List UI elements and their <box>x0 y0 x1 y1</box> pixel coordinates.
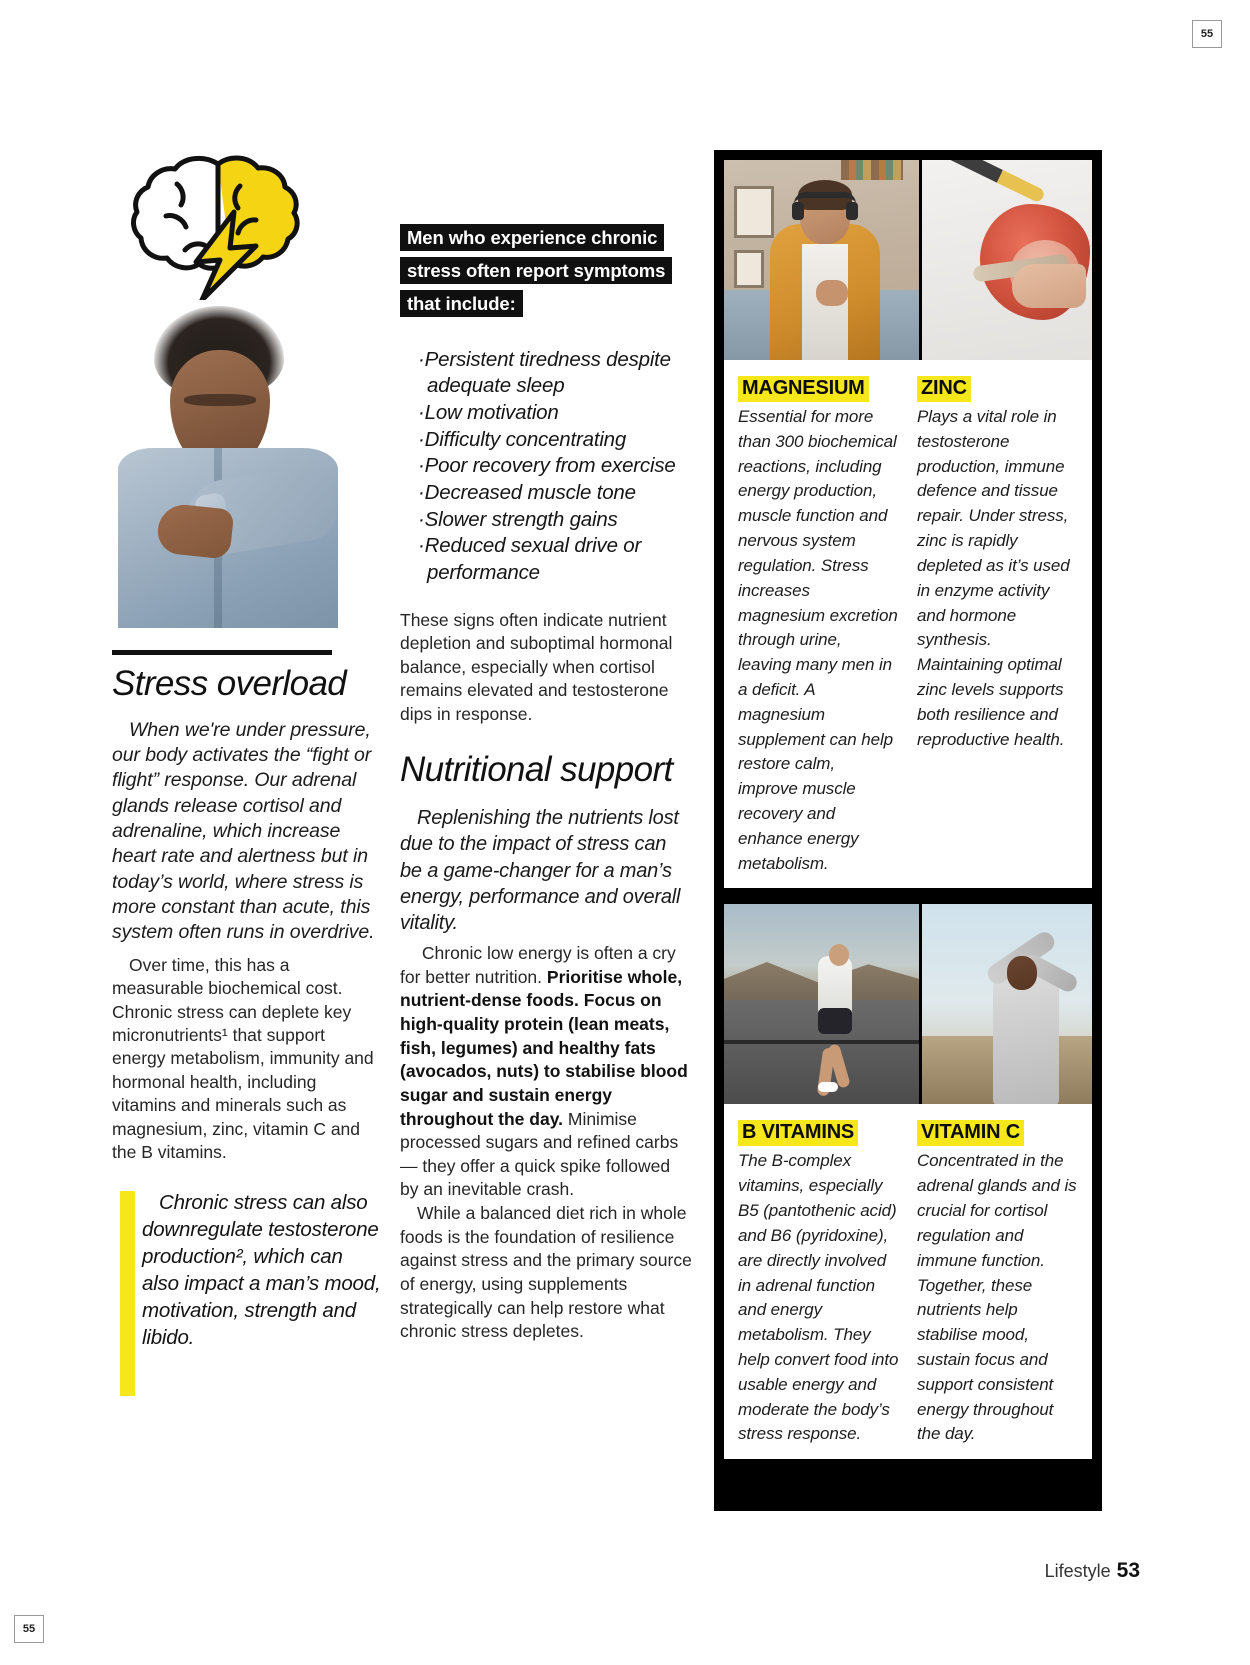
intro-paragraph: When we're under pressure, our body activates the “fight or flight” response. Our adrenal glands release cortisol and adrenaline, which increase heart rate and alertness but in today’s world, where stress is more constant than acute, this system often runs in overdrive. <box>112 718 375 944</box>
panel-divider <box>714 888 1102 904</box>
nutrient-title: MAGNESIUM <box>738 376 869 402</box>
brain-icon <box>122 150 312 300</box>
list-item: · Difficulty concentrating <box>418 427 692 454</box>
nutrition-paragraph-lead: Chronic low energy is often a cry for better nutrition. <box>400 943 676 987</box>
list-item: · Slower strength gains <box>418 507 692 534</box>
nutrition-paragraph-tail: Minimise processed sugars and refined carbs — they offer a quick spike followed by an inevitable crash. <box>400 1108 679 1200</box>
pull-quote-bar <box>120 1191 135 1396</box>
photo-anatomical-model <box>922 160 1092 360</box>
headline-rule <box>112 650 332 655</box>
list-item: · Poor recovery from exercise <box>418 453 692 480</box>
nutrient-text: Plays a vital role in testosterone production, immune defence and tissue repair. Under stress, zinc is rapidly depleted as it’s used in enzyme activity and hormone synthesis. Maintaining optimal zinc levels supports both resilience and reproductive health. <box>917 407 1070 749</box>
list-item: · Reduced sexual drive or performance <box>418 533 692 586</box>
nutrient-title: ZINC <box>917 376 971 402</box>
nutrient-card-vitamin-c <box>917 1120 1078 1447</box>
nutrient-card-magnesium <box>738 376 899 876</box>
footer-section: Lifestyle <box>1044 1561 1111 1581</box>
right-panel <box>714 150 1102 1511</box>
left-body-paragraph: Over time, this has a measurable biochemical cost. Chronic stress can deplete key micronutrients¹ that support energy metabolism, immunity and hormonal health, including vitamins and minerals such as magnesium, zinc, vitamin C and the B vitamins. <box>112 954 374 1163</box>
nutrient-card-b-vitamins <box>738 1120 899 1447</box>
list-item: · Decreased muscle tone <box>418 480 692 507</box>
nutrient-panel-top <box>724 360 1092 888</box>
callout-heading-box <box>400 222 692 321</box>
nutrient-title: VITAMIN C <box>917 1120 1024 1146</box>
footer-page-number: 53 <box>1116 1559 1140 1582</box>
nutrient-card-zinc <box>917 376 1078 876</box>
nutrient-text: The B-complex vitamins, especially B5 (pantothenic acid) and B6 (pyridoxine), are directly involved in adrenal function and energy metabolism. They help convert food into usable energy and moderate the body’s stress response. <box>738 1151 899 1444</box>
panel-footer-bar <box>714 1459 1102 1511</box>
symptoms-list <box>400 347 692 587</box>
list-item: · Persistent tiredness despite adequate sleep <box>418 347 692 400</box>
pull-quote-text: Chronic stress can also downregulate testosterone production², which can also impact a man’s mood, motivation, strength and libido. <box>142 1190 381 1349</box>
callout-heading-text: Men who experience chronic stress often report symptoms that include: <box>400 224 672 317</box>
nutrient-text: Concentrated in the adrenal glands and is crucial for cortisol regulation and immune function. Together, these nutrients help stabilise mood, sustain focus and support consistent energy throughout the day. <box>917 1151 1077 1444</box>
photo-man-headphones <box>724 160 919 360</box>
section-subhead: Nutritional support <box>400 749 673 789</box>
photo-row-bottom <box>714 904 1102 1104</box>
middle-column <box>400 222 692 1344</box>
page-title: Stress overload <box>112 664 347 703</box>
stressed-man-photo <box>112 298 342 628</box>
photo-runner <box>724 904 919 1104</box>
subhead-intro: Replenishing the nutrients lost due to the impact of stress can be a game-changer for a man’s energy, performance and overall vitality. <box>400 807 681 935</box>
page-footer <box>1045 1559 1140 1583</box>
list-item: · Low motivation <box>418 400 692 427</box>
photo-man-stretching <box>922 904 1092 1104</box>
pull-quote <box>112 1189 382 1399</box>
nutrient-text: Essential for more than 300 biochemical reactions, including energy production, muscle function and nervous system regulation. Stress increases magnesium excretion through urine, leaving many men in a deficit. A magnesium supplement can help restore calm, improve muscle recovery and enhance energy metabolism. <box>738 407 898 873</box>
photo-row-top <box>714 160 1102 360</box>
after-list-paragraph: These signs often indicate nutrient depletion and suboptimal hormonal balance, especially when cortisol remains elevated and testosterone dips in response. <box>400 609 673 725</box>
nutrition-paragraph-bold: Prioritise whole, nutrient-dense foods. Focus on high-quality protein (lean meats, fish, legumes) and healthy fats (avocados, nuts) to stabilise blood sugar and sustain energy throughout the day. <box>400 966 688 1129</box>
supplements-paragraph: While a balanced diet rich in whole foods is the foundation of resilience against stress and the primary source of energy, using supplements strategically can help restore what chronic stress depletes. <box>400 1203 692 1342</box>
nutrient-panel-bottom <box>724 1104 1092 1459</box>
nutrition-paragraph <box>400 942 692 1202</box>
page-marker-top-right: 55 <box>1192 20 1222 48</box>
page-marker-bottom-left: 55 <box>14 1615 44 1643</box>
nutrient-title: B VITAMINS <box>738 1120 858 1146</box>
left-column <box>112 150 382 1399</box>
